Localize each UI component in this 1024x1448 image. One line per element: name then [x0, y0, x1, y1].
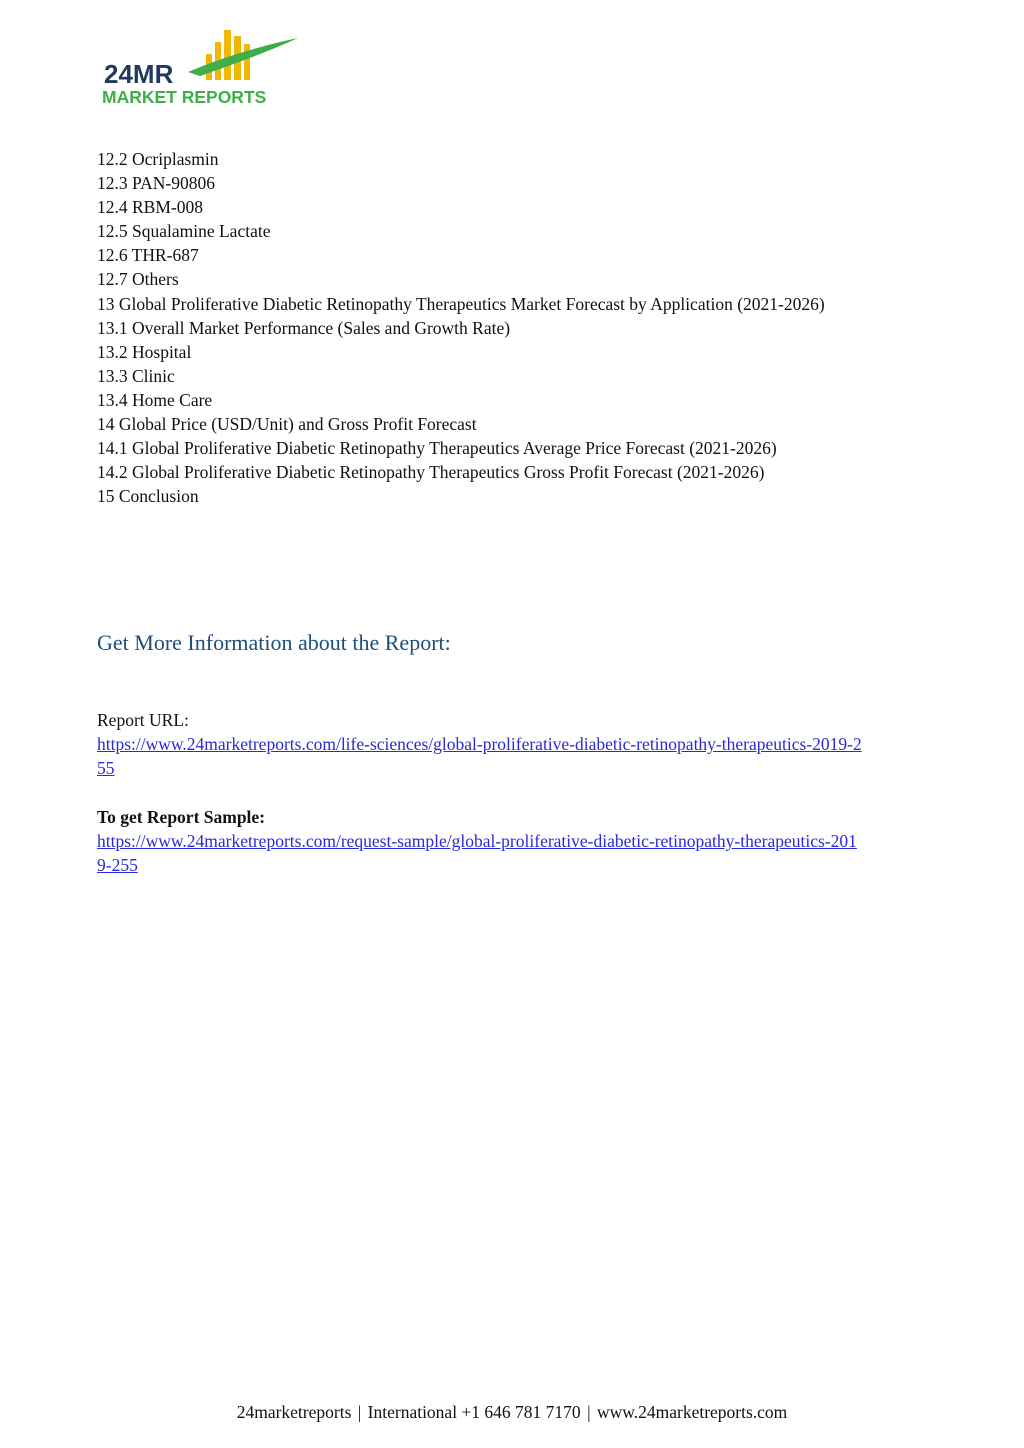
- sample-url-line: 9-255: [97, 855, 138, 876]
- footer-company: 24marketreports: [236, 1402, 352, 1422]
- report-url-line: https://www.24marketreports.com/life-sciences/global-proliferative-diabetic-retinopathy-therapeutics-2019-2: [97, 734, 862, 755]
- sample-url-line: https://www.24marketreports.com/request-sample/global-proliferative-diabetic-retinopathy-therapeutics-201: [97, 831, 857, 852]
- toc-item: 13 Global Proliferative Diabetic Retinopathy Therapeutics Market Forecast by Application (2021-2026): [97, 293, 825, 314]
- table-of-contents: [97, 147, 825, 508]
- footer-separator: |: [357, 1402, 362, 1422]
- toc-item: 12.5 Squalamine Lactate: [97, 221, 271, 242]
- toc-item: 12.4 RBM-008: [97, 197, 203, 218]
- logo-swoosh: [188, 38, 298, 76]
- toc-item: 14.1 Global Proliferative Diabetic Retinopathy Therapeutics Average Price Forecast (2021-2026): [97, 438, 777, 459]
- page-footer: [0, 1400, 1024, 1424]
- toc-item: 12.6 THR-687: [97, 245, 199, 266]
- report-url-link[interactable]: [97, 732, 937, 780]
- toc-item: 13.2 Hospital: [97, 341, 192, 362]
- footer-website: www.24marketreports.com: [596, 1402, 788, 1422]
- footer-phone: International +1 646 781 7170: [367, 1402, 581, 1422]
- more-info-heading: Get More Information about the Report:: [97, 630, 451, 655]
- report-url-line: 55: [97, 758, 115, 779]
- report-sample-block: [97, 805, 937, 877]
- toc-item: 13.4 Home Care: [97, 389, 213, 410]
- logo-bar: [224, 30, 231, 80]
- report-sample-label: To get Report Sample:: [97, 807, 266, 827]
- toc-item: 13.1 Overall Market Performance (Sales and Growth Rate): [97, 317, 511, 338]
- report-sample-link[interactable]: [97, 829, 937, 877]
- logo-text-24mr: 24MR: [104, 59, 174, 89]
- report-url-block: [97, 708, 937, 780]
- toc-item: 15 Conclusion: [97, 486, 199, 507]
- report-url-label: Report URL:: [97, 710, 189, 730]
- toc-item: 12.2 Ocriplasmin: [97, 149, 219, 169]
- logo-text-market-reports: MARKET REPORTS: [102, 87, 267, 107]
- toc-item: 14 Global Price (USD/Unit) and Gross Profit Forecast: [97, 414, 477, 435]
- toc-item: 12.3 PAN-90806: [97, 173, 215, 194]
- footer-separator: |: [587, 1402, 591, 1422]
- toc-item: 12.7 Others: [97, 269, 179, 290]
- toc-item: 14.2 Global Proliferative Diabetic Retinopathy Therapeutics Gross Profit Forecast (2021-2026): [97, 462, 765, 483]
- logo-graphic: [100, 28, 310, 108]
- toc-item: 13.3 Clinic: [97, 365, 175, 386]
- company-logo: [100, 28, 310, 108]
- logo-bar: [244, 44, 250, 80]
